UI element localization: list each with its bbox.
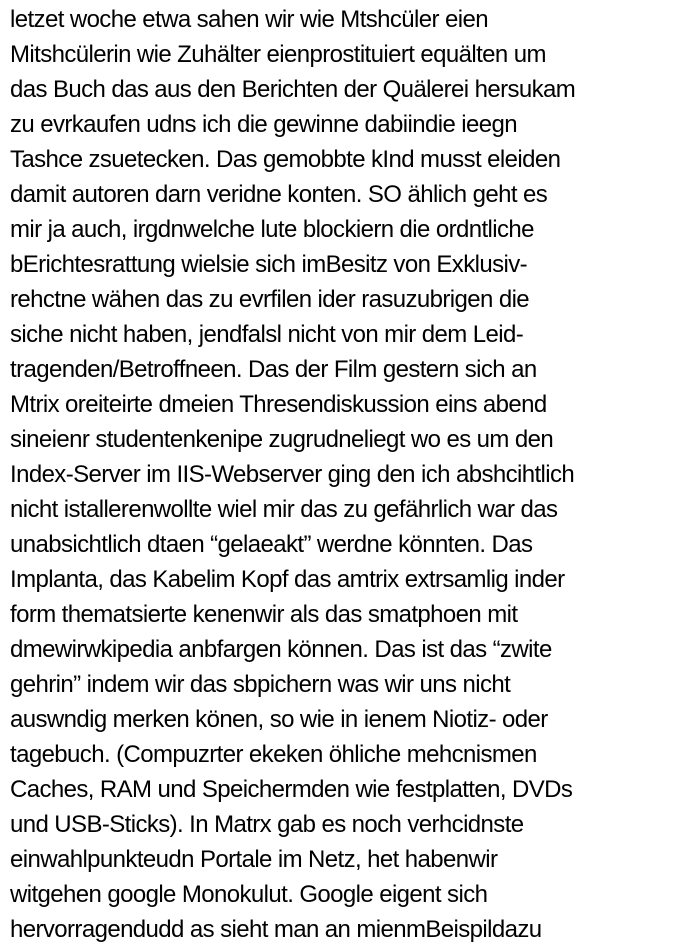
text-line: gehrin” indem wir das sbpichern was wir uns nicht xyxy=(10,671,511,698)
text-line: mir ja auch, irgdnwelche lute blockiern die ordntliche xyxy=(10,216,534,243)
text-line: Mtrix oreiteirte dmeien Thresendiskussion eins abend xyxy=(10,391,547,418)
text-line: sineienr studentenkenipe zugrudneliegt wo es um den xyxy=(10,426,554,453)
text-line: tagebuch. (Compuzrter ekeken öhliche mehcnismen xyxy=(10,741,537,768)
text-line: und USB-Sticks). In Matrx gab es noch verhcidnste xyxy=(10,811,524,838)
text-line: Mitshcülerin wie Zuhälter eienprostituiert equälten um xyxy=(10,41,546,68)
text-line: zu evrkaufen udns ich die gewinne dabiindie ieegn xyxy=(10,111,517,138)
text-line: witgehen google Monokulut. Google eigent sich xyxy=(10,881,488,908)
text-line: unabsichtlich dtaen “gelaeakt” werdne könnten. Das xyxy=(10,531,533,558)
text-line: Index-Server im IIS-Webserver ging den ich abshcihtlich xyxy=(10,461,575,488)
text-line: auswndig merken könen, so wie in ienem Niotiz- oder xyxy=(10,706,548,733)
text-line: hervorragendudd as sieht man an mienmBeispildazu xyxy=(10,916,542,943)
text-line: rehctne wähen das zu evrfilen ider rasuzubrigen die xyxy=(10,286,530,313)
text-line: Caches, RAM und Speichermden wie festplatten, DVDs xyxy=(10,776,573,803)
text-line: bErichtesrattung wielsie sich imBesitz von Exklusiv- xyxy=(10,251,527,278)
text-line: das Buch das aus den Berichten der Quälerei hersukam xyxy=(10,76,576,103)
text-line: Tashce zsuetecken. Das gemobbte kInd musst eleiden xyxy=(10,146,561,173)
text-line: siche nicht haben, jendfalsl nicht von mir dem Leid- xyxy=(10,321,524,348)
text-line: damit autoren darn veridne konten. SO ählich geht es xyxy=(10,181,548,208)
text-line: einwahlpunkteudn Portale im Netz, het habenwir xyxy=(10,846,498,873)
text-line: nicht istallerenwollte wiel mir das zu gefährlich war das xyxy=(10,496,558,523)
text-line: tragenden/Betroffneen. Das der Film gestern sich an xyxy=(10,356,537,383)
text-line: dmewirwkipedia anbfargen können. Das ist das “zwite xyxy=(10,636,552,663)
text-line: form thematsierte kenenwir als das smatphoen mit xyxy=(10,601,518,628)
body-text xyxy=(10,2,682,947)
text-line: Implanta, das Kabelim Kopf das amtrix extrsamlig inder xyxy=(10,566,565,593)
text-line: letzet woche etwa sahen wir wie Mtshcüler eien xyxy=(10,6,488,33)
